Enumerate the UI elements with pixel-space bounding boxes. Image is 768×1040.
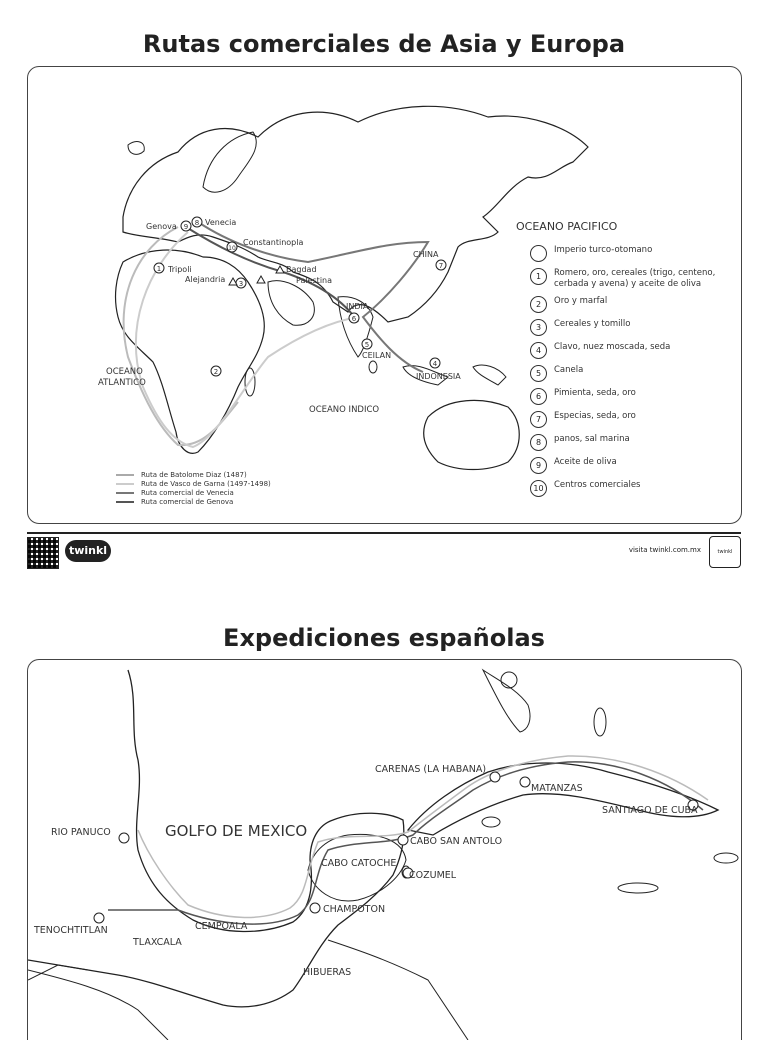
route-legend-item — [116, 497, 271, 506]
label-venecia: Venecia — [205, 218, 237, 227]
legend-item — [530, 457, 740, 474]
visit-link[interactable]: visita twinkl.com.mx — [628, 546, 701, 554]
map1-title: Rutas comerciales de Asia y Europa — [142, 30, 626, 58]
svg-text:3: 3 — [238, 280, 244, 288]
eurasia-outline — [123, 106, 588, 322]
footer-divider — [27, 532, 741, 534]
central-america-coast — [28, 940, 468, 1040]
svg-text:4: 4 — [432, 360, 438, 368]
label-palestina: Palestina — [296, 276, 333, 285]
legend-item — [530, 268, 740, 290]
legend-number-icon — [530, 245, 547, 262]
svg-text:2: 2 — [213, 368, 219, 376]
label-rio-panuco: RIO PANUCO — [51, 827, 111, 838]
marker-rio-panuco — [119, 833, 129, 843]
scandinavia-outline — [203, 132, 256, 192]
route-legend-text: Ruta de Vasco de Garna (1497-1498) — [141, 479, 271, 488]
marker-cabo-san-antolo — [398, 835, 408, 845]
marker-carenas — [490, 772, 500, 782]
island-1 — [501, 672, 517, 688]
route-legend-item — [116, 479, 271, 488]
ceylon-outline — [369, 361, 377, 373]
legend-item — [530, 342, 740, 359]
route-legend-item — [116, 470, 271, 479]
map2-title: Expediciones españolas — [223, 624, 545, 652]
route-legend-item — [116, 488, 271, 497]
marker-champoton — [310, 903, 320, 913]
legend-item — [530, 434, 740, 451]
label-genova: Genova — [146, 222, 177, 231]
isla-juventud — [482, 817, 500, 827]
marker-ceilan — [362, 339, 372, 349]
marker-genova — [181, 221, 191, 231]
legend-item — [530, 411, 740, 428]
qr-code-icon — [27, 537, 59, 569]
marker-africa — [211, 366, 221, 376]
triangle-palestina — [257, 276, 265, 283]
legend-item — [530, 365, 740, 382]
marker-venecia — [192, 217, 202, 227]
routes-legend — [116, 470, 271, 506]
legend-number-icon: 10 — [530, 480, 547, 497]
label-matanzas: MATANZAS — [531, 783, 583, 794]
label-oceano-atlantico-1: OCEANO — [106, 367, 143, 377]
label-tenochtitlan: TENOCHTITLAN — [34, 925, 108, 936]
legend-number-icon: 2 — [530, 296, 547, 313]
label-carenas: CARENAS (LA HABANA) — [375, 764, 487, 775]
legend-number-icon: 3 — [530, 319, 547, 336]
legend-number-icon: 7 — [530, 411, 547, 428]
iceland-outline — [128, 142, 144, 155]
legend-text: Oro y marfal — [554, 296, 608, 306]
marker-constantinopla — [227, 242, 237, 252]
legend-number-icon: 8 — [530, 434, 547, 451]
footer — [27, 532, 741, 570]
marker-india — [349, 313, 359, 323]
label-santiago: SANTIAGO DE CUBA — [602, 805, 698, 816]
legend-text: Cereales y tomillo — [554, 319, 631, 329]
label-tlaxcala: TLAXCALA — [133, 937, 182, 948]
route-swatch — [116, 483, 134, 485]
route-swatch — [116, 492, 134, 494]
legend-number-icon: 1 — [530, 268, 547, 285]
goods-legend — [530, 245, 740, 503]
route-legend-text: Ruta de Batolome Diaz (1487) — [141, 470, 247, 479]
svg-text:5: 5 — [364, 341, 370, 349]
label-china: CHINA — [413, 250, 439, 259]
legend-item — [530, 296, 740, 313]
pacific-coast — [28, 970, 168, 1040]
island-2 — [594, 708, 606, 736]
hispaniola-outline — [714, 853, 738, 863]
route-legend-text: Ruta comercial de Venecia — [141, 488, 234, 497]
svg-text:7: 7 — [438, 262, 444, 270]
label-tripoli: Tripoli — [168, 265, 192, 274]
svg-text:9: 9 — [183, 223, 189, 231]
label-cozumel: COZUMEL — [409, 870, 457, 881]
legend-item — [530, 388, 740, 405]
legend-text: Canela — [554, 365, 584, 375]
marker-matanzas — [520, 777, 530, 787]
svg-text:6: 6 — [351, 315, 357, 323]
label-cabo-catoche: CABO CATOCHE — [321, 858, 397, 869]
legend-number-icon: 9 — [530, 457, 547, 474]
legend-number-icon: 5 — [530, 365, 547, 382]
florida-outline — [483, 670, 530, 732]
marker-alejandria — [236, 278, 246, 288]
marker-tenochtitlan — [94, 913, 104, 923]
route-legend-text: Ruta comercial de Genova — [141, 497, 234, 506]
legend-text: Pimienta, seda, oro — [554, 388, 636, 398]
legend-text: Clavo, nuez moscada, seda — [554, 342, 671, 352]
legend-text: Centros comerciales — [554, 480, 641, 490]
legend-text: Especias, seda, oro — [554, 411, 636, 421]
svg-text:1: 1 — [156, 265, 162, 273]
marker-china — [436, 260, 446, 270]
legend-text: panos, sal marina — [554, 434, 630, 444]
arabia-outline — [268, 281, 314, 326]
australia-outline — [424, 400, 520, 469]
legend-text: Romero, oro, cereales (trigo, centeno, cerbada y avena) y aceite de oliva — [554, 268, 716, 289]
twinkl-logo: twinkl — [65, 540, 111, 562]
label-bagdad: Bagdad — [286, 265, 317, 274]
quality-badge-icon: twinkl — [709, 536, 741, 568]
label-hibueras: HIBUERAS — [303, 967, 352, 978]
legend-number-icon: 6 — [530, 388, 547, 405]
legend-number-icon: 4 — [530, 342, 547, 359]
label-india: INDIA — [346, 302, 369, 311]
label-champoton: CHAMPOTON — [323, 904, 386, 915]
map1-panel — [27, 66, 742, 524]
svg-text:10: 10 — [228, 245, 236, 252]
label-oceano-pacifico: OCEANO PACIFICO — [516, 220, 618, 233]
route-swatch — [116, 474, 134, 476]
label-alejandria: Alejandria — [185, 275, 226, 284]
label-constantinopla: Constantinopla — [243, 238, 304, 247]
legend-item — [530, 245, 740, 262]
label-golfo: GOLFO DE MEXICO — [165, 822, 308, 840]
label-oceano-atlantico-2: ATLANTICO — [98, 378, 146, 388]
marker-indonesia — [430, 358, 440, 368]
label-indonesia: INDONESIA — [416, 372, 461, 381]
svg-text:8: 8 — [194, 219, 200, 227]
jamaica-outline — [618, 883, 658, 893]
legend-text: Imperio turco-otomano — [554, 245, 653, 255]
legend-item — [530, 480, 740, 497]
map2-svg — [28, 660, 741, 1040]
label-oceano-indico: OCEANO INDICO — [309, 405, 380, 415]
new-guinea-outline — [473, 365, 506, 385]
map2-panel — [27, 659, 742, 1040]
marker-tripoli — [154, 263, 164, 273]
legend-text: Aceite de oliva — [554, 457, 617, 467]
legend-item — [530, 319, 740, 336]
label-cempoala: CEMPOALA — [195, 921, 248, 932]
label-cabo-san-antolo: CABO SAN ANTOLO — [410, 836, 503, 847]
route-swatch — [116, 501, 134, 503]
label-ceilan: CEILAN — [362, 351, 392, 360]
